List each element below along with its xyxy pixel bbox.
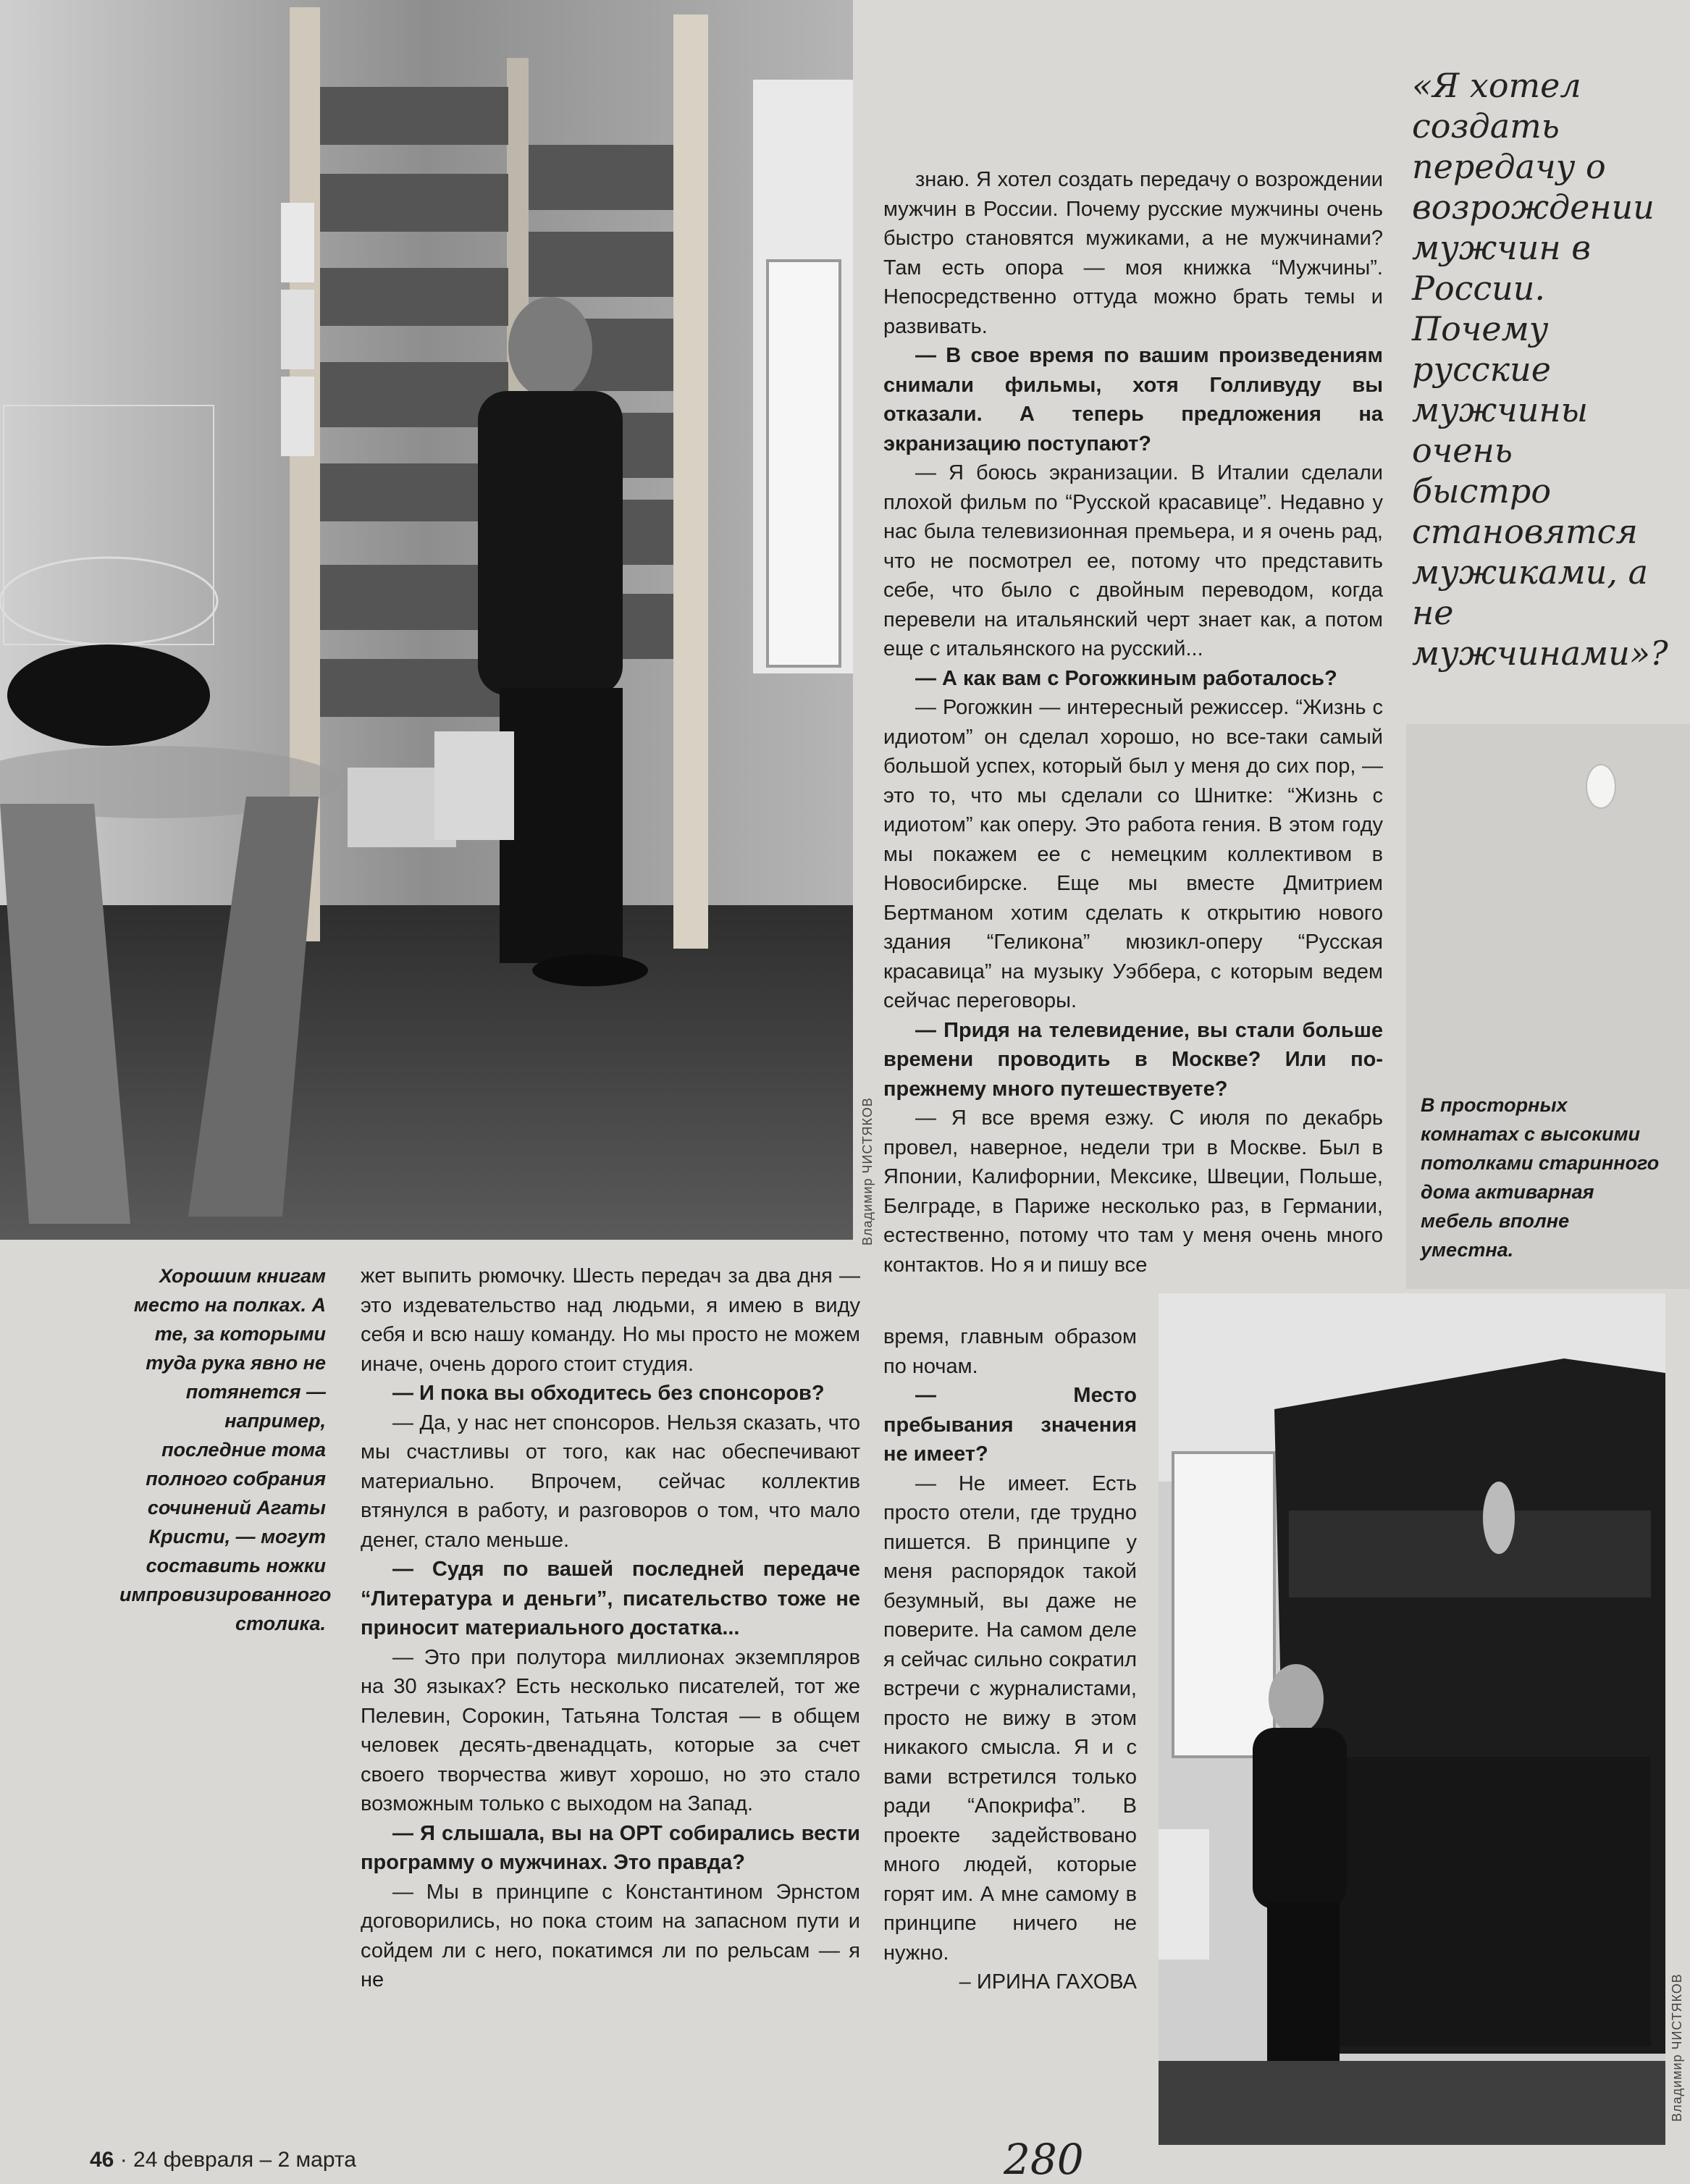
- answer-paragraph: — Я все время езжу. С июля по декабрь провел, наверное, недели три в Москве. Был в Японии, Калифорнии, Мексике, Швеции, Польше, Белграде, в Париже несколько раз, в Германии, естественно, потому что там у меня очень много контактов. Но я и пишу все: [883, 1106, 1383, 1277]
- pull-quote: «Я хотел создать передачу о возрождении мужчин в России. Почему русские мужчины очень быстро становятся мужиками, а не мужчинами»?: [1412, 66, 1668, 673]
- photo-credit-bottom: Владимир ЧИСТЯКОВ: [1670, 1973, 1684, 2122]
- question-paragraph: — Судя по вашей последней передаче “Литература и деньги”, писательство тоже не приносит материального достатка...: [361, 1558, 860, 1639]
- caption-left: Хорошим книгам место на полках. А те, за которыми туда рука явно не потянется — например, последние тома полного собрания сочинений Агаты Кристи, — могут составить ножки импровизированного столика.: [119, 1265, 332, 1634]
- question-paragraph: — Придя на телевидение, вы стали больше времени проводить в Москве? Или по-прежнему много путешествуете?: [883, 1018, 1383, 1101]
- question-paragraph: — И пока вы обходитесь без спонсоров?: [392, 1382, 825, 1405]
- answer-paragraph: — Не имеет. Есть просто отели, где трудно пишется. В принципе у меня распорядок такой безумный, вы даже не поверите. На самом деле я сейчас сильно сократил встречи с журналистами, просто не вижу в этом никакого смысла. Я и с вами встретился только ради “Апокрифа”. В проекте задействовано много людей, которые горят им. А мне самому в принципе ничего не нужно.: [883, 1471, 1137, 1965]
- photo-sideboard: [1159, 1293, 1665, 2145]
- answer-paragraph: знаю. Я хотел создать передачу о возрождении мужчин в России. Почему русские мужчины очень быстро становятся мужиками, а не мужчинами? Там есть опора — моя книжка “Мужчины”. Непосредственно оттуда можно брать темы и развивать.: [883, 168, 1383, 338]
- article-column-middle: [361, 1261, 860, 1995]
- answer-paragraph: — Рогожкин — интересный режиссер. “Жизнь с идиотом” он сделал хорошо, но все-таки самый большой успех, который был у меня до сих пор, — это то, что мы сделали со Шнитке: “Жизнь с идиотом” как оперу. Это работа гения. В этом году мы покажем ее с немецким коллективом в Новосибирске. Еще мы вместе Дмитрием Бертманом хотим сделать к открытию нового здания “Геликона” мюзикл-оперу “Русская красавица” на музыку Уэббера, с которым ведем сейчас переговоры.: [883, 696, 1383, 1012]
- article-column-right: [883, 165, 1383, 1280]
- answer-paragraph: время, главным образом по ночам.: [883, 1325, 1137, 1378]
- author-signature: – ИРИНА ГАХОВА: [959, 1970, 1137, 1994]
- photo-credit-top: Владимир ЧИСТЯКОВ: [860, 1097, 875, 1246]
- question-paragraph: — Я слышала, вы на ОРТ собирались вести программу о мужчинах. Это правда?: [361, 1821, 860, 1874]
- question-paragraph: — Место пребывания значения не имеет?: [883, 1384, 1137, 1466]
- photo-bookshelves-image: [0, 0, 853, 1240]
- answer-paragraph: — Это при полутора миллионах экземпляров на 30 языках? Есть несколько писателей, тот же Пелевин, Сорокин, Татьяна Толстая — в общем человек десять-двенадцать, которые за счет своего творчества живут хорошо, но это стало возможным только с выходом на Запад.: [361, 1645, 860, 1815]
- page-number: 46: [90, 2148, 114, 2172]
- photo-sideboard-image: [1159, 1293, 1665, 2145]
- folio-separator: ·: [114, 2148, 134, 2172]
- answer-paragraph: жет выпить рюмочку. Шесть передач за два дня — это издевательство над людьми, я имею в виду себя и всю нашу команду. Но мы просто не можем иначе, очень дорого стоит студия.: [361, 1264, 860, 1376]
- answer-paragraph: — Мы в принципе с Константином Эрнстом договорились, но пока стоим на запасном пути и сойдем ли с него, покатимся ли по рельсам — я не: [361, 1880, 860, 1991]
- answer-paragraph: — Я боюсь экранизации. В Италии сделали плохой фильм по “Русской красавице”. Недавно у нас была телевизионная премьера, и я очень рад, что не посмотрел ее, потому что представить себе, что было с двойным переводом, когда перевели на итальянский черт знает как, а потом еще с итальянского на русский...: [883, 461, 1383, 660]
- article-column-narrow: [883, 1322, 1137, 1997]
- issue-date: 24 февраля – 2 марта: [133, 2148, 356, 2172]
- punch-hole: [1586, 764, 1616, 809]
- folio: [90, 2148, 356, 2172]
- question-paragraph: — А как вам с Рогожкиным работалось?: [915, 666, 1337, 690]
- handwritten-number: 280: [1004, 2135, 1084, 2184]
- answer-paragraph: — Да, у нас нет спонсоров. Нельзя сказать, что мы счастливы от того, как нас обеспечивают материально. Впрочем, сейчас коллектив втянулся в работу, и разговоров о том, что мало денег, стало меньше.: [361, 1411, 860, 1552]
- photo-bookshelves: [0, 0, 853, 1240]
- caption-right: В просторных комнатах с высокими потолками старинного дома активарная мебель вполне уместна.: [1421, 1094, 1660, 1261]
- question-paragraph: — В свое время по вашим произведениям снимали фильмы, хотя Голливуду вы отказали. А теперь предложения на экранизацию поступают?: [883, 344, 1383, 455]
